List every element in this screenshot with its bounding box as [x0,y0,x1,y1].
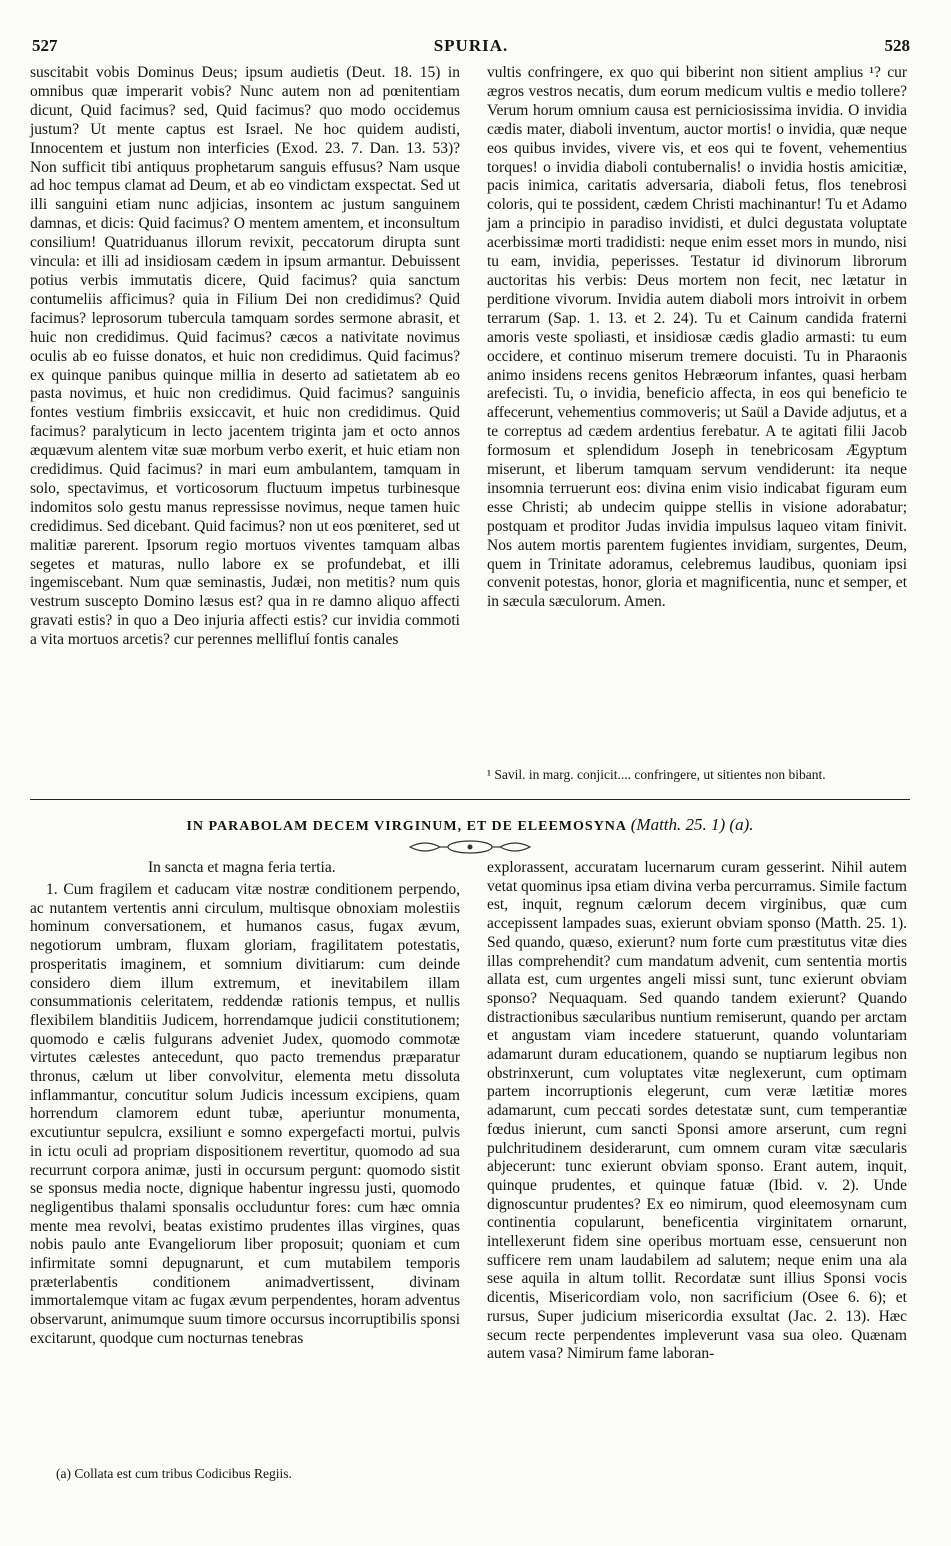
ornament-icon [400,839,540,855]
section-title [30,815,910,835]
section-title-text: IN PARABOLAM DECEM VIRGINUM, ET DE ELEEMOSYNA [186,819,627,834]
footnote-bottom: (a) Collata est cum tribus Codicibus Regiis. [56,1466,292,1481]
top-left-column [30,64,460,804]
paragraph: explorassent, accuratam lucernarum curam gesserint. Nihil autem vetat quominus ipsa etiam divina verba percurramus. Simile factum est, inquit, regnum cælorum decem virginibus, quæ cum accepissent lampades suas, exierunt obviam sponso (Matth. 25. 1). Sed quando, quæso, exierunt? num forte cum præstitutus vitæ dies illas comprehendit? cum mandatum advenit, cum sententia mortis allata est, cum urgentes angeli missi sunt, tunc exierunt obviam sponso? Nequaquam. Sed quando tandem exierunt? Quando distractionibus sæcularibus nuntium remiserunt, quando per arctam et angustam viam incedere statuerunt, quando voluntariam adamarunt duram educationem, quando se nuptiarum legibus non obstrinxerunt, cum voluptates vitæ neglexerunt, cum optimam partem incorruptionis elegerunt, cum veræ lætitiæ mores adamarunt, cum peccati sordes detestatæ sunt, cum temperantiæ fœdus inierunt, cum sancti Sponsi amore arserunt, cum regni pulchritudinem desiderarunt, cum omnem curam vitæ sæcularis abjecerunt: tunc exierunt obviam sponso. Erant autem, inquit, quinque prudentes, et quinque fatuæ (Ibid. v. 2). Unde dignoscuntur prudentes? Ex eo nimirum, quod eleemosynam cum continentia copularunt, beneficentia virginitatem ornarunt, intellexerunt fidem sine operibus mortuam esse, censuerunt non sufficere rem unam laudabilem ad salutem; neque enim una ala sese aquila in altum tollit. Recordatæ sunt illius Sponsi vocis dicentis, Misericordiam volo, non sacrificium (Osee 6. 6); et rursus, Super judicium misericordia exsultat (Jac. 2. 13). Hæc secum recte perpendentes impleverunt vasa sua oleo. Quænam autem vasa? Nimirum fame laboran- [487,859,907,1363]
section-title-reference: (Matth. 25. 1) (a). [630,815,754,834]
rubric: In sancta et magna feria tertia. [148,859,336,876]
paragraph: vultis confringere, ex quo qui biberint non sitient amplius ¹? cur ægros vestros necatis, dum eorum medicum vultis e medio tollere? Verum horum omnium causa est perniciosissima invidia. O invidia cædis mater, diaboli inventum, auctor mortis! o invidia, quæ neque eos quibus invides, vivere vis, et eos qui te fovent, vehementius torques! o invidia diaboli contubernalis! o invidia hostis amicitiæ, pacis inimica, caritatis adversaria, diaboli fetus, flos tenebrosi coloris, qui te possident, cædem Christi machinantur! Tu et Adamo jam a principio in paradiso invidisti, et dulci degustata voluptate acerbissimæ morti tradidisti: neque enim esset mors in mundo, nisi tu eam, invidia, peperisses. Testatur id divinorum librorum auctoritas his verbis: Deus mortem non fecit, nec lætatur in perditione vivorum. Invidia autem diaboli mors introivit in orbem terrarum (Sap. 1. 13. et 2. 24). Tu et Cainum candida fraterni amoris veste spoliasti, et insidiosæ cædis gladio armasti: tu eum occidere, et continuo miserum tremere docuisti. Tu in Pharaonis animo insidens recens genitos Hebræorum infantes, quasi herbam arefecisti. Tu, o invidia, beneficio affecta, in eos qui beneficio te affecerunt, vehementius commoveris; ut Saül a Davide adjutus, et a te correptus ad cædem ardentius ferebatur. A te agitati filii Jacob formosum et splendidum Joseph in tenebricosam Ægyptum miserunt, et liberum tamquam servum vendiderunt: ita neque insomnia terruerunt eos: divina enim visio indicabat figuram eum esse Christi; ab undecim quippe stellis in visione adorabatur; postquam et proditor Judas invidia impulsus laqueo vitam finivit. Nos autem mortis parentem fugientes invidiam, surgentes, Deum, quem in Trinitate adoramus, celebremus laudibus, quoniam ipsi convenit potestas, honor, gloria et magnificentia, nunc et semper, et in sæcula sæculorum. Amen. [487,64,907,611]
paragraph: 1. Cum fragilem et caducam vitæ nostræ conditionem perpendo, ac nutantem vertentis anni circulum, multisque obnoxiam molestiis hominum conversationem, et humanos casus, fugax ævum, negotiorum umbram, fluxam gloriam, fragilitatem potestatis, prosperitatis imaginem, et somnium divitiarum: cum deinde considero diem illum extremum, et inevitabilem illam consummationis celeritatem, reddendæ rationis tempus, et nullis flexibilem blanditiis Judicem, horrendamque judicii constitutionem; quomodo e cælis fulgurans adveniet Judex, quomodo commotæ virtutes cælestes antecedunt, quo pacto tremendus præparatur thronus, cælum ut liber convolvitur, elementa metu dissoluta inflammantur, concutitur solum Judicis incessum excipiens, quam horrendum clamorem edunt tubæ, aperiuntur monumenta, excutiuntur sepulcra, exsiliunt e somno expergefacti mortui, pulvis in ictu oculi ad propriam dispositionem revertitur, quomodo ad sua recurrunt corpora animæ, justi in occursum pergunt: quomodo sistit se sponsus media nocte, dignique habentur ingressu justi, quomodo negligentibus thalami sponsalis occluduntur fores: cum hæc omnia mente mea revolvi, beatas existimo prudentes illas virgines, quas nobis paulo ante Evangeliorum liber proposuit; quoniam et cum infirmitate somni depugnarunt, et cum mutabilem temporis præterlabentis conditionem animadvertissent, divinam immortalemque vitam ac fugax ævum perpendentes, horam adventus observarunt, animumque suum timore occursus incorruptibilis sponsi excitarunt, quodque cum nocturnas tenebras [30,881,460,1347]
section-divider-rule [30,799,910,800]
page-number-right: 528 [884,36,910,55]
footnote-top: ¹ Savil. in marg. conjicit.... confringere, ut sitientes non bibant. [487,767,826,782]
page-header [32,36,910,60]
paragraph: suscitabit vobis Dominus Deus; ipsum audietis (Deut. 18. 15) in omnibus quæ imperarit vobis? Nunc autem non ad pœnitentiam dicunt, Quid facimus? sed, Quid facimus? quo modo occidemus justum? Ut mente captus est Israel. Ne hoc quidem audisti, Innocentem et justum non interficies (Exod. 23. 7. Dan. 13. 53)? Non sufficit tibi antiquus prophetarum sanguis effusus? Nam usque ad hoc tempus clamat ad Deum, et ab eo vindictam exspectat. Sed ut illi sanguini etiam nunc adjicias, insontem ac justum sanguinem damnas, et dicis: Quid facimus? O mentem amentem, et inconsultum consilium! Quatriduanus illorum revixit, peccatorum dirupta sunt vincula: et illi ad insidiosam cædem in ipsum armantur. Debuissent potius verbis immutatis dicere, Quid facimus? quia sanctum contumeliis afficimus? quia in Filium Dei non credidimus? Quid facimus? leprosorum tubercula tamquam sordes sermone abrasit, et huic non credidimus. Quid facimus? cæcos a nativitate novimus oculis ab eo fuisse donatos, et huic non credidimus. Quid facimus? ex quinque panibus quinque millia in deserto ad satietatem ab eo pasta novimus, et huic non credidimus. Quid facimus? sanguinis fontes vestium fimbriis exsiccavit, et huic non credidimus. Quid facimus? paralyticum in lecto jacentem triginta jam et octo annos æquævum alentem vitæ suæ morbum verbo exerit, et huic etiam non credidimus. Quid facimus? in mari eum ambulantem, tamquam in solo, spectavimus, et vorticosorum fluctuum impetus turbinesque indomitos solo gestu manus repressisse novimus, neque tamen huic credidimus. Sed dicebant. Quid facimus? non ut eos pœniteret, sed ut malitiæ parerent. Ipsorum regio mortuos viventes tamquam albas segetes et maturas, nullo labore ex se profundebat, et illi ingemiscebant. Num quæ seminastis, Judæi, non metitis? num quis vestrum suscepto Domino læsus est? qua in re damno aliquo affecti gravati estis? in quo a Deo injuria affecti estis? cur invidia commoti a vita mortuos arcetis? cur perennes mellifluí fontis canales [30,64,460,649]
page-number-left: 527 [32,36,58,55]
bottom-left-column [30,881,460,1461]
bottom-right-column [487,859,907,1499]
running-title: SPURIA. [433,36,509,55]
top-right-column [487,64,907,724]
